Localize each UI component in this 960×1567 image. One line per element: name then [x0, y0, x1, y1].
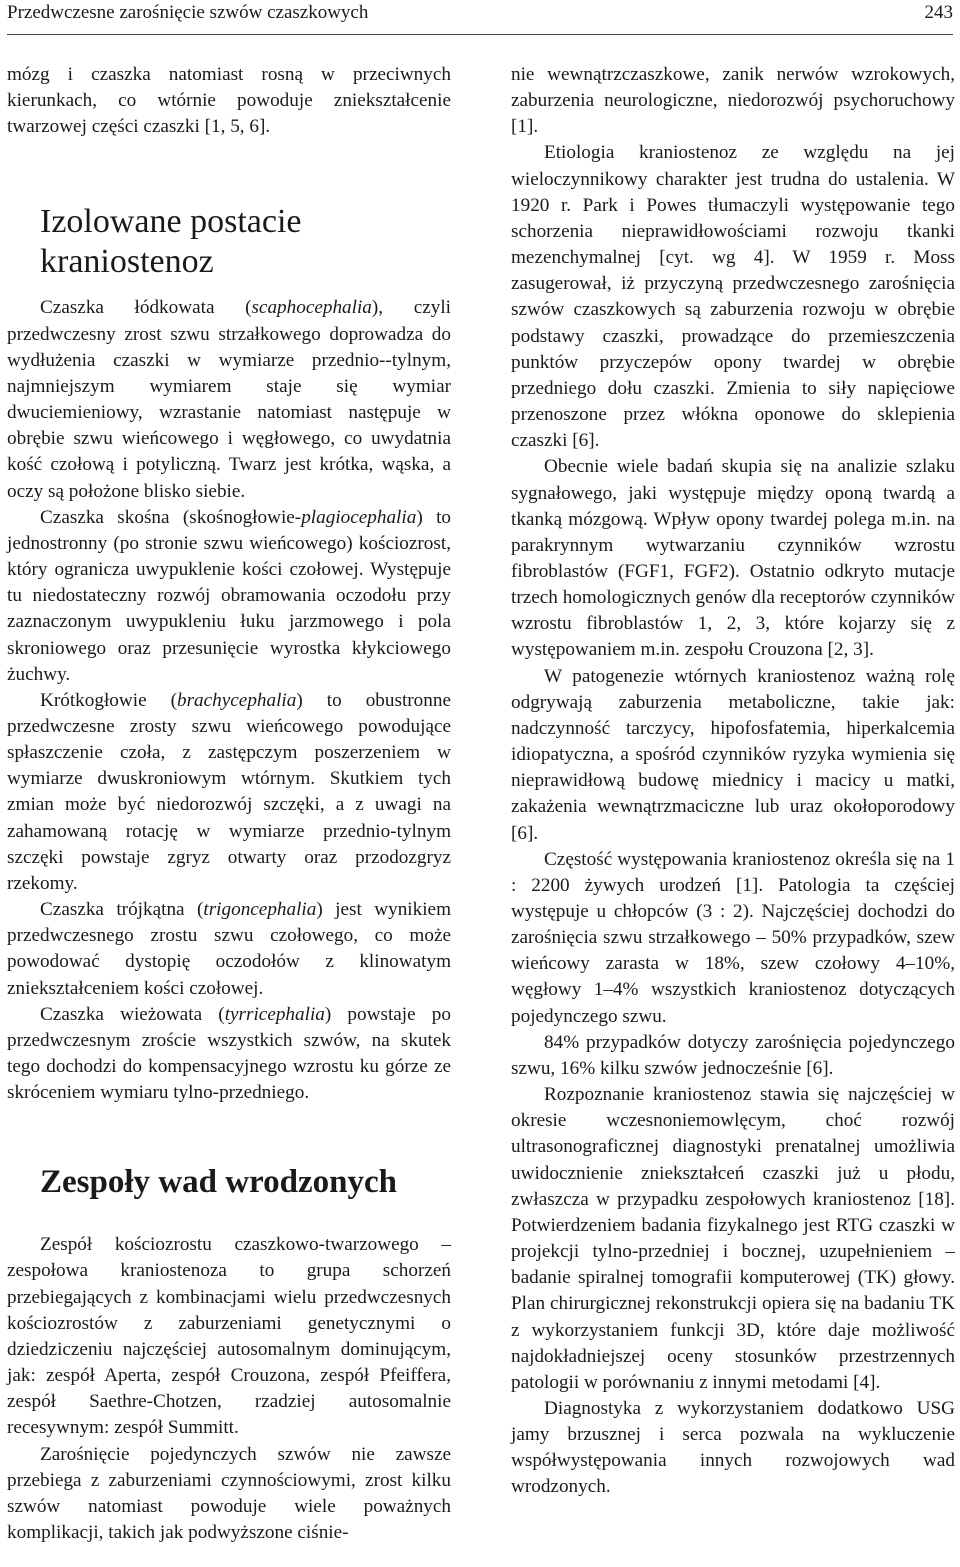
running-header	[7, 0, 953, 35]
paragraph: Częstość występowania kraniostenoz określa się na 1 : 2200 żywych urodzeń [1]. Patologia ta częściej występuje u chłopców (3 : 2). Najczęściej dochodzi do zarośnięcia szwu strzałkowego – 50% przypadków, szew wieńcowy zarasta w 18%, szew czołowy 4–10%, węgłowy 1–4% wszystkich kraniostenoz dotyczących pojedynczego szwu.	[511, 848, 955, 1027]
paragraph-brachycephalia: Krótkogłowie (brachycephalia) to obustronne przedwczesne zrosty szwu wieńcowego powodujące spłaszczenie czoła, z zastępczym poszerzeniem w wymiarze dwuskroniowym wtórnym. Skutkiem tych zmian może być niedorozwój szczęki, a z uwagi na zahamowaną rotację w wymiarze przednio-tylnym szczęki powstaje zgryz otwarty oraz przodozgryz rzekomy.	[7, 689, 451, 894]
section-heading-isolated-forms: Izolowane postacie kraniostenoz	[40, 203, 302, 281]
paragraph: nie wewnątrzczaszkowe, zanik nerwów wzrokowych, zaburzenia neurologiczne, niedorozwój psychoruchowy [1].	[511, 64, 955, 138]
running-title: Przedwczesne zarośnięcie szwów czaszkowych	[7, 2, 369, 23]
paragraph: Rozpoznanie kraniostenoz stawia się najczęściej w okresie wczesnoniemowlęcym, choć rozwój ultrasonograficznej diagnostyki prenatalnej umożliwia uwidocznienie zniekształceń czaszki już u płodu, zwłaszcza w przypadku zespołowych kraniostenoz [18]. Potwierdzeniem badania fizykalnego jest RTG czaszki w projekcji tylno-przedniej i bocznej, uzupełnieniem – badanie spiralnej tomografii komputerowej (TK) głowy. Plan chirurgicznej rekonstrukcji opiera się na badaniu TK z wykorzystaniem funkcji 3D, które daje możliwość najdokładniejszej oceny stosunków przestrzennych patologii w porównaniu z innymi metodami [4].	[511, 1084, 955, 1393]
paragraph-trigoncephalia: Czaszka trójkątna (trigoncephalia) jest wynikiem przedwczesnego zrostu szwu czołowego, co może powodować dystopię oczodołów z klinowatym zniekształceniem kości czołowej.	[7, 899, 451, 999]
left-column	[7, 62, 451, 1546]
paragraph: Zarośnięcie pojedynczych szwów nie zawsze przebiega z zaburzeniami czynnościowymi, zrost kilku szwów natomiast powoduje wiele poważnych komplikacji, takich jak podwyższone ciśnie-	[7, 1443, 451, 1544]
paragraph-scaphocephalia: Czaszka łódkowata (scaphocephalia), czyli przedwczesny zrost szwu strzałkowego doprowadza do wydłużenia czaszki w wymiarze przednio--tylnym, najmniejszym wymiarem staje się wymiar dwuciemieniowy, wzrastanie natomiast następuje w obrębie szwu wieńcowego i węgłowego, co uwydatnia kość czołową i potyliczną. Twarz jest krótka, wąska, a oczy są położone blisko siebie.	[7, 297, 451, 502]
paragraph: Obecnie wiele badań skupia się na analizie szlaku sygnałowego, jaki występuje między oponą twardą a tkanką mózgową. Wpływ opony twardej polega m.in. na parakrynnym wytwarzaniu czynników wzrostu fibroblastów (FGF1, FGF2). Ostatnio odkryto mutacje trzech homologicznych genów dla receptorów czynników wzrostu fibroblastów 1, 2, 3, które kojarzy się z występowaniem m.in. zespołu Crouzona [2, 3].	[511, 456, 955, 661]
paragraph: Diagnostyka z wykorzystaniem dodatkowo USG jamy brzusznej i serca pozwala na wykluczenie współwystępowania innych rozwojowych wad wrodzonych.	[511, 1397, 955, 1498]
paragraph: mózg i czaszka natomiast rosną w przeciwnych kierunkach, co wtórnie powoduje zniekształcenie twarzowej części czaszki [1, 5, 6].	[7, 64, 451, 138]
paragraph: Etiologia kraniostenoz ze względu na jej wieloczynnikowy charakter jest trudna do ustalenia. W 1920 r. Park i Powes tłumaczyli występowanie tego schorzenia nieprawidłowościami rozwoju tkanki mezenchymalnej [cyt. wg 4]. W 1959 r. Moss zasugerował, iż przyczyną przedwczesnego zarośnięcia szwów czaszkowych są zaburzenia rozwoju w obrębie podstawy czaszki, prowadzące do przemieszczenia punktów przyczepów opony twardej w obrębie przedniego dołu czaszki. Zmienia to siły napięciowe przenoszone przez włókna oponowe do sklepienia czaszki [6].	[511, 142, 955, 452]
paragraph-tyrricephalia: Czaszka wieżowata (tyrricephalia) powstaje po przedwczesnym zroście wszystkich szwów, na skutek tego dochodzi do kompensacyjnego wzrostu ku górze ze skróceniem wymiaru tylno-przedniego.	[7, 1003, 451, 1104]
paragraph-plagiocephalia: Czaszka skośna (skośnogłowie-plagiocephalia) to jednostronny (po stronie szwu wieńcowego) kościozrost, który ogranicza uwypuklenie kości czołowej. Występuje tu niedostateczny rozwój obramowania oczodołu przy zaznaczonym uwypukleniu łuku jarzmowego i pola skroniowego oraz przesunięcie wyrostka kłykciowego żuchwy.	[7, 506, 451, 685]
section-heading-syndromes: Zespoły wad wrodzonych	[40, 1164, 397, 1201]
paragraph: W patogenezie wtórnych kraniostenoz ważną rolę odgrywają zaburzenia metaboliczne, takie jak: nadczynność tarczycy, hipofosfatemia, hiperkalcemia idiopatyczna, a spośród czynników ryzyka wymienia się nieprawidłową budowę miednicy i macicy u matki, zakażenia wewnątrzmaciczne lub uraz okołoporodowy [6].	[511, 665, 955, 844]
page-number: 243	[924, 2, 953, 23]
paragraph: Zespół kościozrostu czaszkowo-twarzowego – zespołowa kraniostenoza to grupa schorzeń przebiegających z kombinacjami wielu przedwczesnych kościozrostów z zaburzeniami genetycznymi o dziedziczeniu najczęściej autosomalnym dominującym, jak: zespół Aperta, zespół Crouzona, zespół Pfeiffera, zespół Saethre-Chotzen, rzadziej autosomalnie recesywnym: zespół Summitt.	[7, 1234, 451, 1439]
right-column	[511, 62, 955, 1501]
paragraph: 84% przypadków dotyczy zarośnięcia pojedynczego szwu, 16% kilku szwów jednocześnie [6].	[511, 1031, 955, 1079]
